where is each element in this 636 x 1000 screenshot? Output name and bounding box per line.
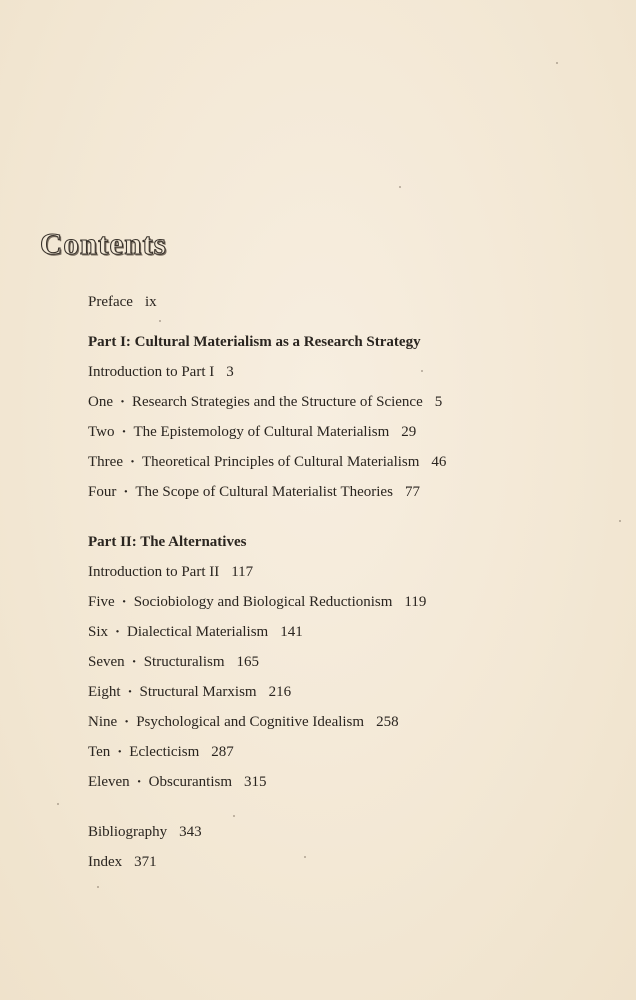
part-heading (88, 333, 421, 351)
entry-title: Preface (88, 294, 133, 310)
page-number: 119 (404, 594, 427, 610)
separator-dot: · (131, 654, 137, 670)
chapter-number: Ten (88, 744, 111, 760)
entry-title: The Scope of Cultural Materialist Theories (135, 484, 393, 500)
page-number: 117 (231, 564, 254, 580)
page-number: ix (144, 294, 157, 310)
chapter-number: Five (88, 594, 115, 610)
entry-title: Introduction to Part I (88, 364, 215, 380)
entry-title: Eclecticism (129, 744, 200, 760)
entry-title: Index (88, 854, 123, 870)
page-number: 141 (280, 624, 303, 640)
toc-entry (88, 423, 416, 441)
page-title: Contents (40, 226, 167, 261)
entry-title: Dialectical Materialism (127, 624, 269, 640)
chapter-number: Four (88, 484, 117, 500)
page-number: 315 (244, 774, 267, 790)
chapter-number: Eleven (88, 774, 130, 790)
paper-speck (399, 186, 401, 188)
page-number: 77 (404, 484, 420, 500)
chapter-number: Seven (88, 654, 125, 670)
separator-dot: · (127, 684, 133, 700)
separator-dot: · (115, 624, 121, 640)
separator-dot: · (121, 424, 127, 440)
chapter-number: Three (88, 454, 123, 470)
page-number: 371 (134, 854, 157, 870)
separator-dot: · (117, 744, 123, 760)
toc-entry (88, 823, 202, 841)
entry-title: Structuralism (143, 654, 225, 670)
toc-entry (88, 293, 157, 311)
paper-speck (421, 370, 423, 372)
toc-entry (88, 713, 399, 731)
paper-speck (57, 803, 59, 805)
page-number: 258 (376, 714, 399, 730)
entry-title: Introduction to Part II (88, 564, 220, 580)
toc-entry (88, 683, 291, 701)
toc-entry (88, 453, 446, 471)
toc-entry (88, 853, 157, 871)
entry-title: Research Strategies and the Structure of Science (132, 394, 423, 410)
paper-speck (97, 886, 99, 888)
toc-entry (88, 653, 259, 671)
part-heading (88, 533, 246, 551)
chapter-number: Eight (88, 684, 121, 700)
entry-title: Sociobiology and Biological Reductionism (133, 594, 393, 610)
separator-dot: · (129, 454, 135, 470)
toc-entry (88, 363, 234, 381)
entry-title: Bibliography (88, 824, 168, 840)
toc-entry (88, 773, 267, 791)
page-number: 3 (226, 364, 234, 380)
chapter-number: Two (88, 424, 115, 440)
page-number: 165 (236, 654, 260, 670)
chapter-number: One (88, 394, 113, 410)
page-number: 29 (401, 424, 417, 440)
entry-title: The Epistemology of Cultural Materialism (133, 424, 390, 440)
paper-speck (159, 320, 161, 322)
page-number: 216 (268, 684, 292, 700)
page-number: 5 (434, 394, 443, 410)
entry-title: Part I: Cultural Materialism as a Research Strategy (88, 334, 421, 350)
paper-speck (619, 520, 621, 522)
chapter-number: Nine (88, 714, 118, 730)
toc-entry (88, 483, 420, 501)
entry-title: Structural Marxism (139, 684, 257, 700)
entry-title: Psychological and Cognitive Idealism (136, 714, 365, 730)
paper-speck (556, 62, 558, 64)
paper-speck (304, 856, 306, 858)
entry-title: Part II: The Alternatives (88, 534, 247, 550)
paper-speck (233, 815, 235, 817)
page-number: 46 (431, 454, 447, 470)
toc-entry (88, 623, 303, 641)
separator-dot: · (123, 484, 129, 500)
toc-entry (88, 563, 253, 581)
toc-entry (88, 393, 442, 411)
entry-title: Theoretical Principles of Cultural Materialism (142, 454, 420, 470)
separator-dot: · (120, 394, 126, 410)
toc-entry (88, 593, 426, 611)
entry-title: Obscurantism (148, 774, 232, 790)
separator-dot: · (136, 774, 142, 790)
page-number: 343 (179, 824, 202, 840)
separator-dot: · (124, 714, 130, 730)
toc-entry (88, 743, 234, 761)
separator-dot: · (121, 594, 127, 610)
chapter-number: Six (88, 624, 109, 640)
page-number: 287 (211, 744, 234, 760)
